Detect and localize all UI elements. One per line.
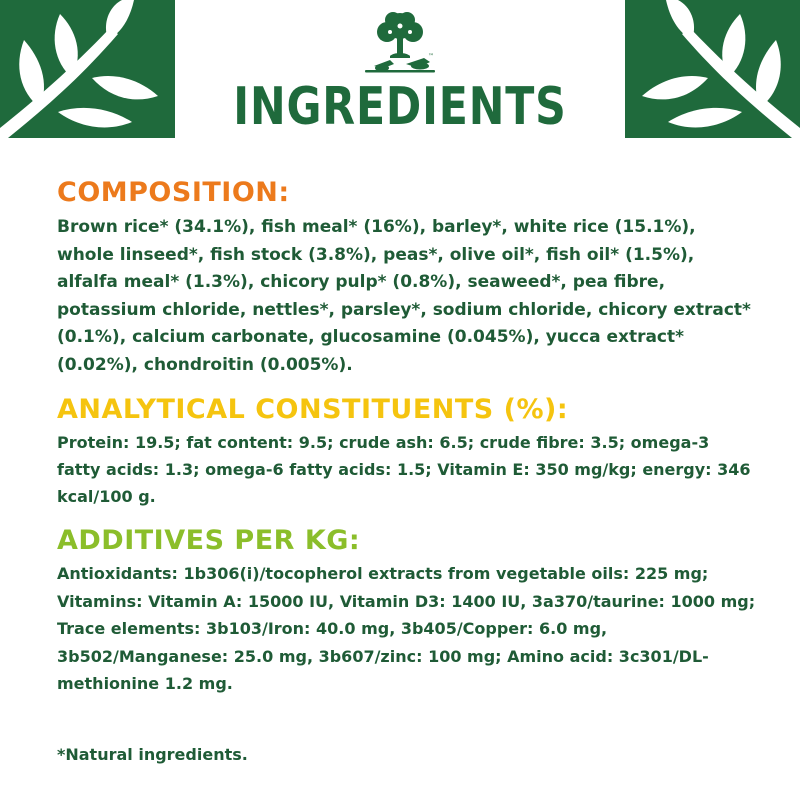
composition-text: Brown rice* (34.1%), fish meal* (16%), barley*, white rice (15.1%), whole linseed*, fish stock (3.8%), peas*, olive oil*, fish oil* (1.5%), alfalfa meal* (1.3%), chicory pulp* (0.8%), seaweed*, pea fibre, potassium chloride, nettles*, parsley*, sodium chloride, chicory extract* (0.1%), calcium carbonate, glucosamine (0.045%), yucca extract* (0.02%), chondroitin (0.005%). <box>57 217 751 375</box>
svg-text:™: ™ <box>428 53 434 60</box>
ingredients-content <box>57 176 757 698</box>
header-band <box>0 0 800 138</box>
natural-ingredients-footnote: *Natural ingredients. <box>57 745 248 764</box>
analytical-text: Protein: 19.5; fat content: 9.5; crude ash: 6.5; crude fibre: 3.5; omega-3 fatty acids: 1.3; omega-6 fatty acids: 1.5; Vitamin E: 350 mg/kg; energy: 346 kcal/100 g. <box>57 433 751 506</box>
composition-section <box>57 176 757 379</box>
page-title: INGREDIENTS <box>233 77 567 137</box>
additives-heading: ADDITIVES PER KG: <box>57 525 361 556</box>
additives-text: Antioxidants: 1b306(i)/tocopherol extracts from vegetable oils: 225 mg; Vitamins: Vitamin A: 15000 IU, Vitamin D3: 1400 IU, 3a370/taurine: 1000 mg; Trace elements: 3b103/Iron: 40.0 mg, 3b405/Copper: 6.0 mg, 3b502/Manganese: 25.0 mg, 3b607/zinc: 100 mg; Amino acid: 3c301/DL-methionine 1.2 mg. <box>57 564 756 693</box>
composition-heading: COMPOSITION: <box>57 177 290 208</box>
tree-with-cat-and-dog-icon <box>360 8 440 76</box>
analytical-section <box>57 393 757 510</box>
analytical-heading: ANALYTICAL CONSTITUENTS (%): <box>57 394 569 425</box>
additives-section <box>57 524 757 698</box>
